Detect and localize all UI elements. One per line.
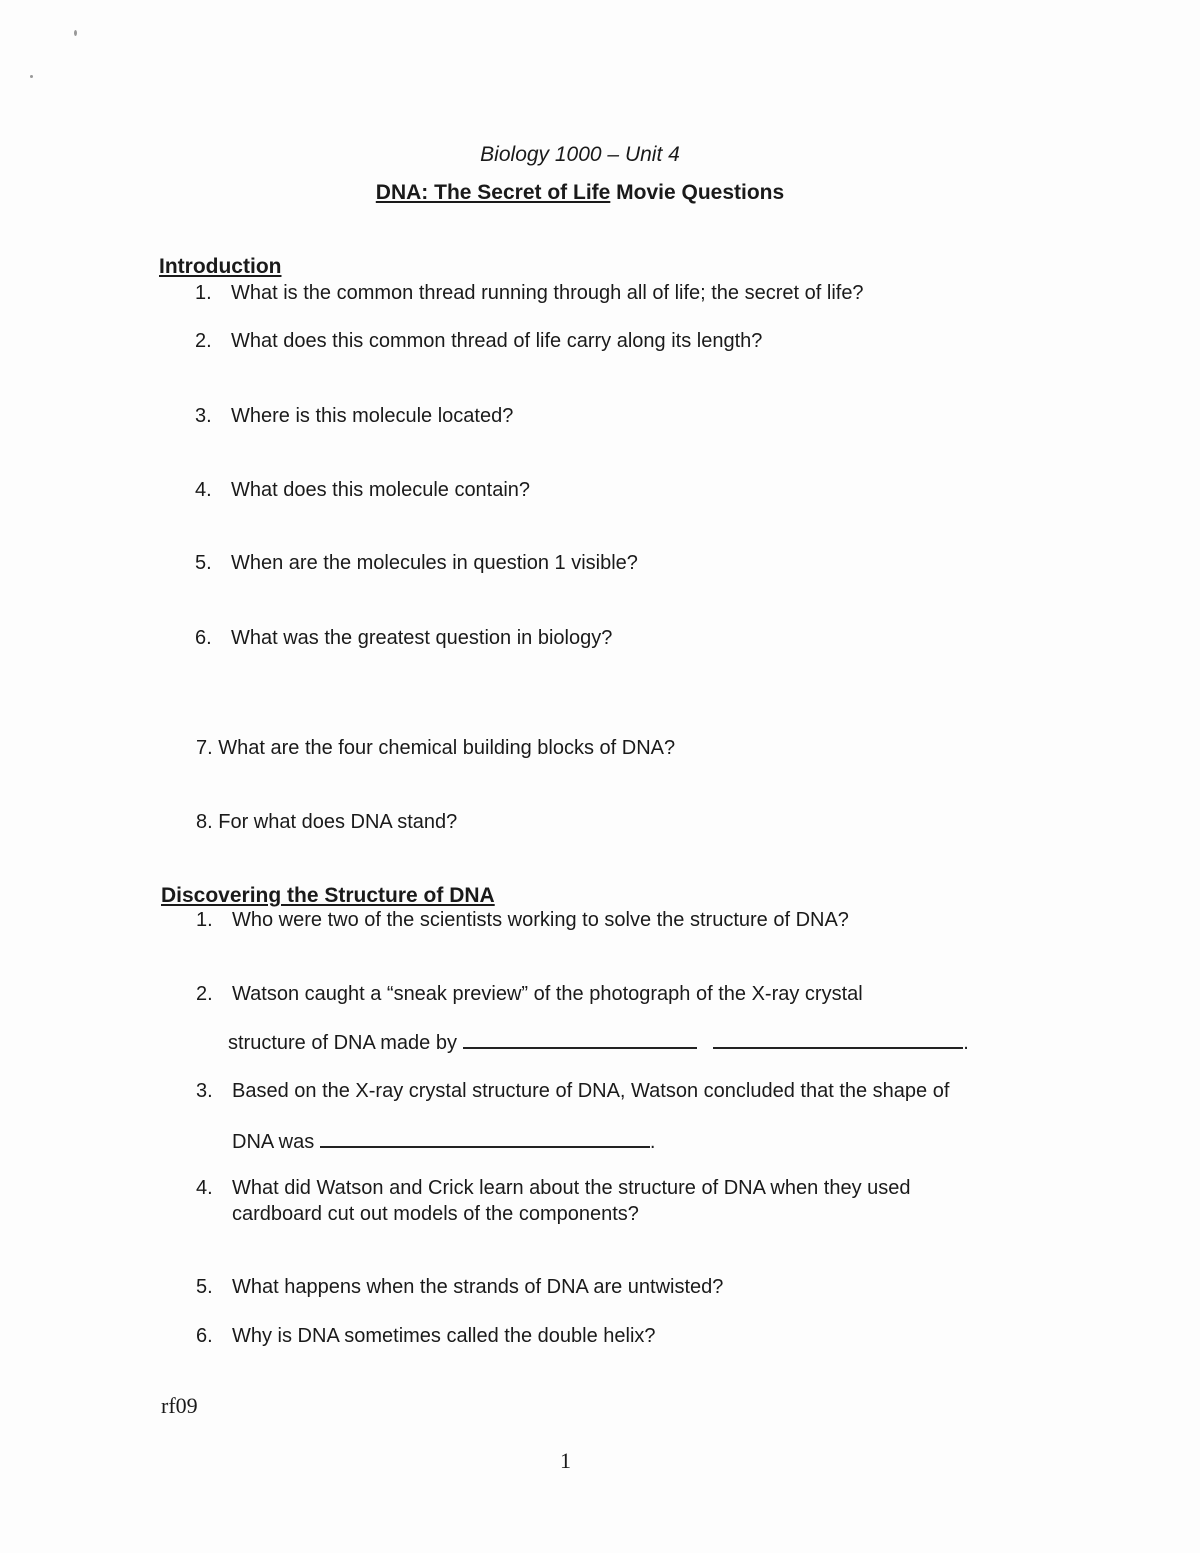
question-continuation (232, 1203, 639, 1226)
question-number: 1. (195, 282, 212, 304)
question-number: 3. (196, 1080, 213, 1102)
question-text: Why is DNA sometimes called the double helix? (232, 1325, 656, 1347)
course-title: Biology 1000 – Unit 4 (480, 143, 680, 166)
document-id: rf09 (161, 1393, 198, 1418)
question-item (195, 330, 762, 353)
question-text-continued: DNA was (232, 1131, 315, 1153)
question-number: 5. (195, 552, 212, 574)
question-number: 3. (195, 405, 212, 427)
question-number: 4. (196, 1177, 213, 1199)
question-item (195, 479, 530, 502)
question-text: What are the four chemical building blocks of DNA? (218, 737, 676, 759)
question-text: What happens when the strands of DNA are untwisted? (232, 1276, 724, 1298)
question-continuation: structure of DNA made by . (228, 1029, 969, 1055)
question-number: 6. (196, 1325, 213, 1347)
question-item (195, 552, 638, 575)
question-text: What is the common thread running through all of life; the secret of life? (231, 282, 864, 304)
question-item (196, 1080, 949, 1103)
question-text: What does this molecule contain? (231, 479, 531, 501)
question-item (195, 405, 513, 428)
question-number: 4. (195, 479, 212, 501)
question-number: 8. (196, 811, 213, 833)
question-number: 2. (196, 983, 213, 1005)
scan-speck (74, 30, 77, 36)
question-item (196, 983, 863, 1006)
question-text: When are the molecules in question 1 visible? (231, 552, 638, 574)
page-number: 1 (560, 1448, 571, 1473)
question-item (196, 1325, 656, 1348)
question-text: Watson caught a “sneak preview” of the photograph of the X-ray crystal (232, 983, 863, 1005)
question-number: 1. (196, 909, 213, 931)
section-heading-introduction: Introduction (159, 255, 282, 278)
question-text: For what does DNA stand? (218, 811, 458, 833)
question-number: 2. (195, 330, 212, 352)
question-item (196, 737, 675, 760)
film-title: DNA: The Secret of Life (375, 181, 611, 204)
section-heading-structure: Discovering the Structure of DNA (161, 884, 495, 907)
answer-blank[interactable] (713, 1029, 963, 1049)
question-text: Where is this molecule located? (231, 405, 514, 427)
title-suffix: Movie Questions (610, 181, 785, 204)
question-text: What did Watson and Crick learn about the structure of DNA when they used (232, 1177, 911, 1199)
question-number: 6. (195, 627, 212, 649)
answer-blank[interactable] (463, 1029, 697, 1049)
question-item (195, 282, 864, 305)
scan-speck (30, 75, 33, 78)
question-item (196, 909, 849, 932)
question-text-continued: cardboard cut out models of the components? (232, 1203, 639, 1225)
question-text: What does this common thread of life carry along its length? (231, 330, 763, 352)
question-text: Who were two of the scientists working to solve the structure of DNA? (232, 909, 849, 931)
question-continuation: DNA was . (232, 1128, 655, 1154)
question-item (196, 811, 457, 834)
question-item (195, 627, 612, 650)
question-number: 7. (196, 737, 213, 759)
question-text: What was the greatest question in biology? (231, 627, 613, 649)
question-number: 5. (196, 1276, 213, 1298)
question-text: Based on the X-ray crystal structure of DNA, Watson concluded that the shape of (232, 1080, 950, 1102)
worksheet-title (0, 181, 1160, 205)
question-item (196, 1177, 911, 1200)
answer-blank[interactable] (320, 1128, 650, 1148)
question-item (196, 1276, 723, 1299)
question-text-continued: structure of DNA made by (228, 1032, 457, 1054)
